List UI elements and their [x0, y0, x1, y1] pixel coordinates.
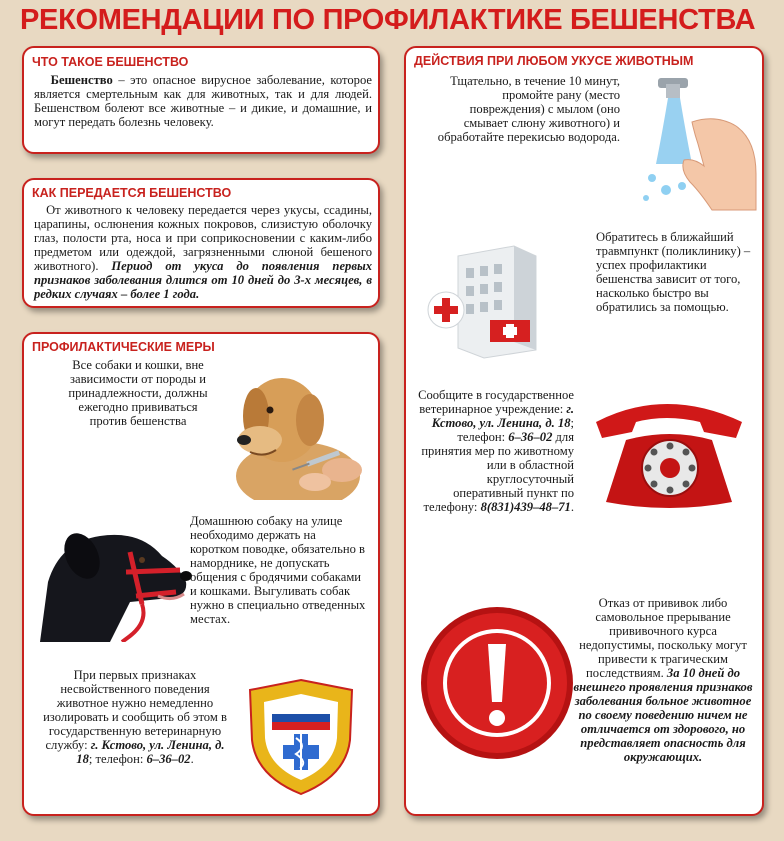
- report-intro: Сообщите в государственное ветеринарное учреждение:: [418, 388, 574, 416]
- red-telephone-icon: [586, 392, 752, 512]
- lead-term: Бешенство: [50, 73, 113, 87]
- card-heading: КАК ПЕРЕДАЕТСЯ БЕШЕНСТВО: [32, 186, 232, 200]
- what-text: – это опасное вирусное заболевание, которое является смертельным как для животных, так и для людей. Бешенством болеют все животные – и дикие, и домашние, и могут передать болезнь человеку.: [34, 73, 372, 129]
- card-heading: ЧТО ТАКОЕ БЕШЕНСТВО: [32, 55, 189, 69]
- muzzled-dog-photo: [30, 512, 200, 642]
- card-transmission: [22, 178, 380, 308]
- report-address: г. Кстово, ул. Ленина, д. 18: [431, 402, 574, 430]
- vaccinated-dog-photo: [220, 358, 370, 500]
- isolate-text: При первых признаках несвойственного поведения животное нужно немедленно изолировать и сообщить об этом в государственную ветеринарную службу:: [43, 668, 227, 752]
- report-block: Сообщите в государственное ветеринарное учреждение: г. Кстово, ул. Ленина, д. 18; телефон: 6–36–02 для принятия мер по животному или в областной круглосуточный оперативный пункт по телефону: 8(831)439–48–71.: [418, 388, 574, 514]
- report-phone: 6–36–02: [508, 430, 553, 444]
- card-prevention: [22, 332, 380, 816]
- card-heading: ДЕЙСТВИЯ ПРИ ЛЮБОМ УКУСЕ ЖИВОТНЫМ: [414, 54, 694, 68]
- isolate-address: г. Кстово, ул. Ленина, д. 18: [76, 738, 225, 766]
- isolate-phone-label: телефон:: [95, 752, 147, 766]
- transmit-text: От животного к человеку передается через укусы, ссадины, царапины, ослюнения кожных покровов, слизистую оболочку глаз, полости рта, носа и при соприкосновении с каким-либо предметом или одеждой, загрязненными слюной бешеного животного).: [34, 203, 372, 273]
- report-phone2: 8(831)439–48–71: [480, 500, 571, 514]
- leash-text: Домашнюю собаку на улице необходимо держать на коротком поводке, обязательно в наморднике, не допускать общения с бродячими собаками и кошками. Выгуливать собак нужно в специально отведенных местах.: [190, 514, 366, 626]
- transmit-paragraph: [34, 203, 372, 301]
- hospital-building-icon: [424, 238, 572, 360]
- what-paragraph: [34, 73, 372, 129]
- vaccinate-text: Все собаки и кошки, вне зависимости от породы и принадлежности, должны ежегодно прививаться против бешенства: [68, 358, 208, 428]
- card-what-is-rabies: [22, 46, 380, 154]
- clinic-text: Обратитесь в ближайший травмпункт (поликлинику) – успех профилактики бешенства зависит от того, насколько быстро вы обратились за помощью.: [596, 230, 751, 314]
- refusal-text: Отказ от прививок либо самовольное прерывание прививочного курса недопустимы, поскольку могут привести к трагическим последствиям.: [579, 596, 747, 680]
- report-phone-label: телефон:: [457, 430, 509, 444]
- page-title: РЕКОМЕНДАЦИИ ПО ПРОФИЛАКТИКЕ БЕШЕНСТВА: [20, 4, 756, 36]
- card-heading: ПРОФИЛАКТИЧЕСКИЕ МЕРЫ: [32, 340, 215, 354]
- refusal-block: [572, 596, 754, 764]
- isolate-block: При первых признаках несвойственного поведения животное нужно немедленно изолировать и сообщить об этом в государственную ветеринарную службу: г. Кстово, ул. Ленина, д. 18; телефон: 6–36–02.: [43, 668, 227, 766]
- transmit-emphasis: Период от укуса до появления первых признаков заболевания длится от 10 дней до 3-х месяцев, в редких случаях – более 1 года.: [34, 259, 372, 301]
- card-bite-actions: [404, 46, 764, 816]
- water-tap-hand-icon: [632, 74, 758, 214]
- report-mid: для принятия мер по животному или в областной круглосуточный оперативный пункт по телефону:: [421, 430, 574, 514]
- wash-text: Тщательно, в течение 10 минут, промойте рану (место повреждения) с мылом (оно смывает слюну животного) и обработайте перекисью водорода.: [437, 74, 620, 144]
- refusal-emphasis: За 10 дней до внешнего проявления признаков заболевания больное животное по своему поведению ничем не отличается от здорового, но представляет опасность для окружающих.: [573, 666, 753, 764]
- isolate-phone: 6–36–02: [146, 752, 191, 766]
- veterinary-emblem: [242, 676, 360, 798]
- exclamation-warning-icon: [418, 604, 576, 762]
